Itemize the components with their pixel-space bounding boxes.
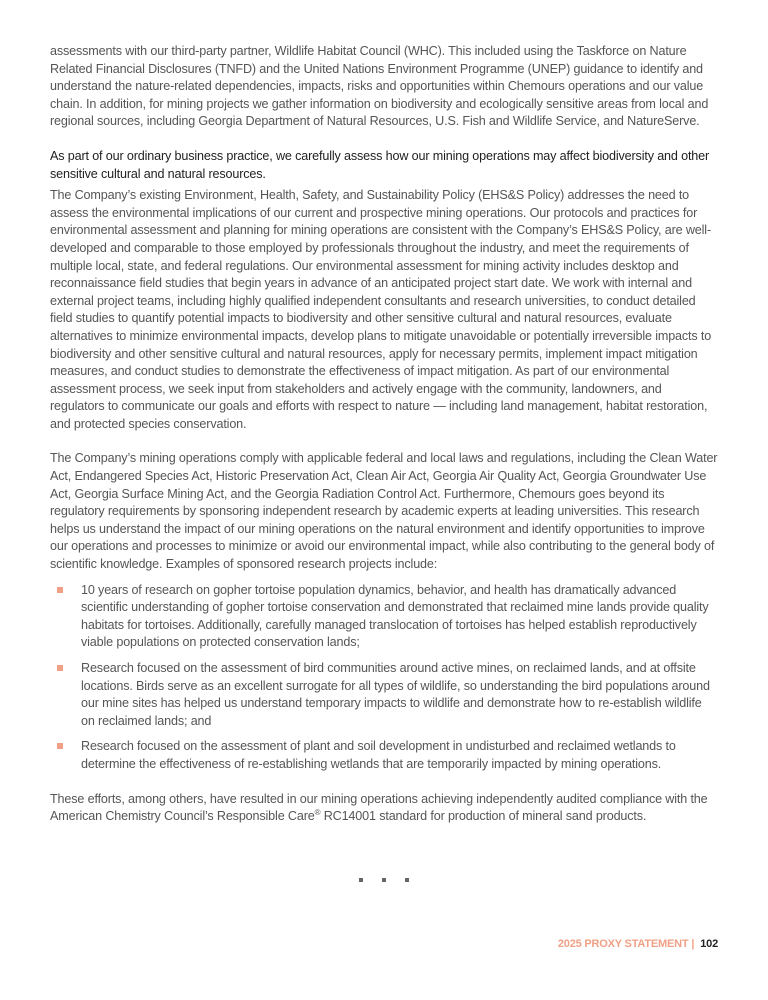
closing-text-end: RC14001 standard for production of mineral sand products.: [320, 809, 647, 824]
ehs-policy-paragraph: The Company’s existing Environment, Health, Safety, and Sustainability Policy (EHS&S Policy) addresses the need to assess the environmental implications of our current and prospective mining operations. Our protocols and practices for environmental assessment and planning for mining operations are consistent with the Company’s EHS&S Policy, are well-developed and comparable to those employed by professionals throughout the industry, and meet the requirements of multiple local, state, and federal regulations. Our environmental assessment for mining activity includes desktop and reconnaissance field studies that begin years in advance of an anticipated project start date. We work with internal and external project teams, including highly qualified independent consultants and research universities, to conduct detailed field studies to quantify potential impacts to biodiversity and other sensitive cultural and natural resources, evaluate alternatives to minimize environmental impacts, develop plans to mitigate unavoidable or potentially irreversible impacts to biodiversity and other sensitive cultural and natural resources, apply for necessary permits, implement impact mitigation measures, and conduct studies to demonstrate the effectiveness of impact mitigation. As part of our environmental assessment process, we seek input from stakeholders and actively engage with the community, landowners, and regulators to communicate our goals and efforts with respect to nature — including land management, habitat restoration, and protected species conservation.: [50, 188, 712, 431]
square-bullet-icon: [57, 743, 63, 749]
closing-paragraph: [50, 791, 718, 826]
intro-paragraph: assessments with our third-party partner, Wildlife Habitat Council (WHC). This included using the Taskforce on Nature Related Financial Disclosures (TNFD) and the United Nations Environment Programme (UNEP) guidance to identify and understand the nature-related dependencies, impacts, risks and opportunities within Chemours operations and our value chain. In addition, for mining projects we gather information on biodiversity and ecologically sensitive areas from local and regional sources, including Georgia Department of Natural Resources, U.S. Fish and Wildlife Service, and NatureServe.: [50, 44, 709, 129]
square-bullet-icon: [57, 587, 63, 593]
closing-text: These efforts, among others, have resulted in our mining operations achieving independently audited compliance with the American Chemistry Council’s Responsible Care: [50, 791, 708, 824]
footer-label: 2025 PROXY STATEMENT: [557, 938, 689, 950]
separator-dot-icon: [359, 878, 363, 882]
list-item: [50, 738, 718, 773]
list-item-text: 10 years of research on gopher tortoise population dynamics, behavior, and health has dramatically advanced scientific understanding of gopher tortoise conservation and demonstrated that reclaimed mine lands provide quality habitats for tortoises. Additionally, carefully managed translocation of tortoises has helped establish reproductively viable populations on protected conservation lands;: [81, 582, 709, 650]
separator-dot-icon: [405, 878, 409, 882]
list-item-text: Research focused on the assessment of bird communities around active mines, on reclaimed lands, and at offsite locations. Birds serve as an excellent surrogate for all types of wildlife, so understanding the bird populations around our mine sites has helped us understand temporary impacts to wildlife and demonstrate how to re-establish wildlife on reclaimed lands; and: [81, 661, 710, 728]
document-body: [50, 43, 718, 826]
separator-dot-icon: [382, 878, 386, 882]
list-item: [50, 660, 718, 730]
square-bullet-icon: [57, 665, 63, 671]
page-number: 102: [700, 938, 718, 950]
page-footer: [558, 938, 718, 950]
lead-statement: As part of our ordinary business practice, we carefully assess how our mining operations may affect biodiversity and other sensitive cultural and natural resources.: [50, 148, 710, 181]
list-item-text: Research focused on the assessment of plant and soil development in undisturbed and reclaimed wetlands to determine the effectiveness of re-establishing wetlands that are temporarily impacted by mining operations.: [81, 739, 676, 771]
list-item: [50, 582, 718, 652]
compliance-paragraph: The Company’s mining operations comply with applicable federal and local laws and regulations, including the Clean Water Act, Endangered Species Act, Historic Preservation Act, Clean Air Act, Georgia Air Quality Act, Georgia Groundwater Use Act, Georgia Surface Mining Act, and the Georgia Radiation Control Act. Furthermore, Chemours goes beyond its regulatory requirements by sponsoring independent research by academic experts at leading universities. This research helps us understand the impact of our mining operations on the natural environment and identify opportunities to improve our operations and processes to minimize or avoid our environmental impact, while also contributing to the general body of scientific knowledge. Examples of sponsored research projects include:: [50, 451, 718, 572]
section-separator: [0, 878, 768, 882]
research-projects-list: [50, 582, 718, 774]
footer-separator: |: [691, 938, 695, 950]
registered-mark: ®: [314, 807, 321, 817]
